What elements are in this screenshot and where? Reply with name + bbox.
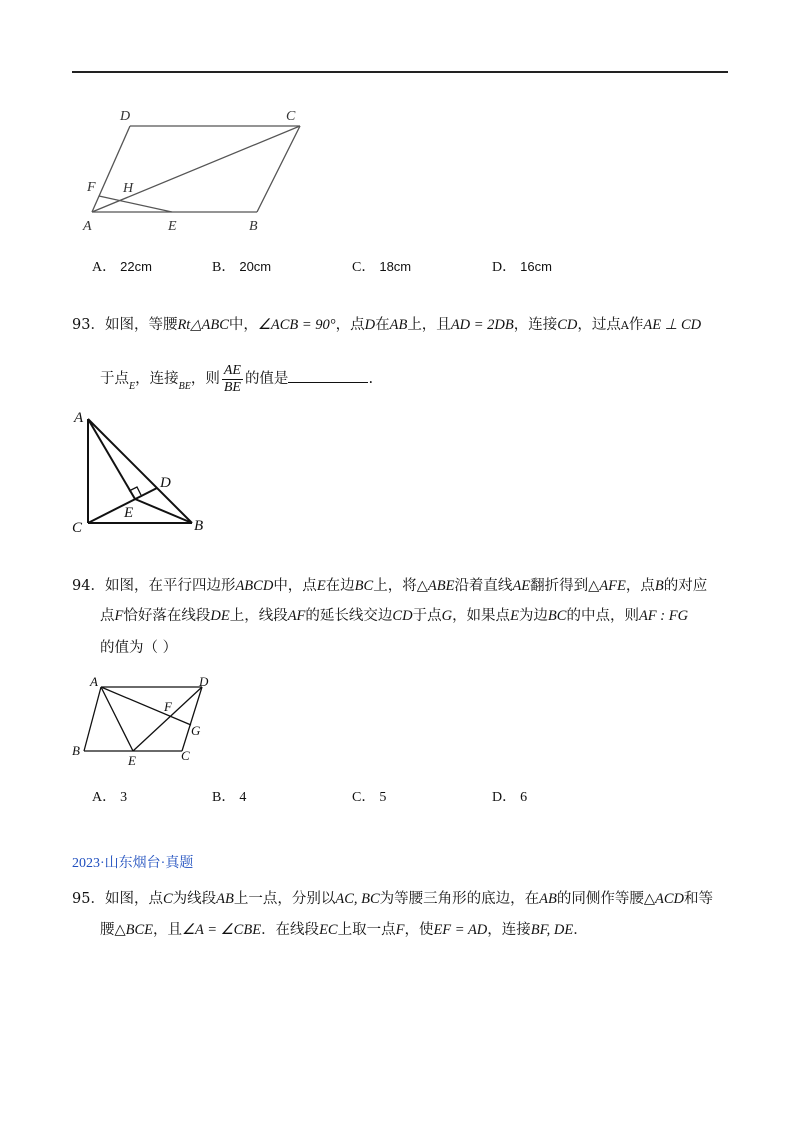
option-a [92, 256, 152, 276]
option-value: 6 [520, 790, 528, 805]
segment-ba [84, 687, 101, 751]
label-f: F [164, 699, 172, 714]
label-a: A [83, 219, 92, 234]
q94-seg-bc: BC [354, 578, 374, 594]
q93-number: 93． [72, 317, 105, 333]
label-c: C [286, 109, 296, 124]
q95-equation: EF = AD [433, 922, 488, 938]
q95-text: 为线段 [172, 891, 217, 907]
option-c-label: C． [352, 260, 376, 275]
segment-ag [101, 687, 191, 725]
q95-text: 上取一点 [337, 922, 396, 938]
option-d [492, 256, 552, 276]
q93-text: ，点 [335, 317, 365, 333]
q94-tri-afe: AFE [599, 578, 626, 594]
q95-text: 的同侧作等腰△ [556, 891, 656, 907]
q94-point-e: E [510, 608, 519, 624]
label-e: E [168, 219, 177, 234]
q93-text: 中， [228, 317, 258, 333]
segment-bc [257, 126, 300, 212]
q94-text: ，如果点 [452, 608, 511, 624]
option-b [212, 256, 271, 276]
q94-text: 的延长线交边 [305, 608, 393, 624]
header-rule [72, 71, 728, 73]
q95-text: 和等 [684, 891, 714, 907]
option-value: 5 [379, 790, 387, 805]
q93-text: 的值是 [244, 371, 289, 387]
segment-cd [88, 488, 157, 523]
q95-text: 上一点，分别以 [233, 891, 336, 907]
q93-seg-ab: AB [389, 317, 408, 333]
q94-text: 上，将△ [373, 578, 428, 594]
label-a: A [74, 410, 84, 426]
q93-text: 于点 [100, 371, 129, 387]
fraction-numerator: AE [223, 362, 241, 378]
q93-text: ，连接 [135, 371, 179, 387]
segment-ab [88, 419, 192, 523]
answer-blank[interactable] [288, 368, 368, 383]
q95-text: ． [573, 922, 588, 938]
q94-point-f: F [114, 608, 124, 624]
q95-seg-ab: AB [539, 891, 557, 907]
q94-point-b: B [654, 578, 664, 594]
label-b: B [72, 743, 80, 758]
q94-text: 上，线段 [229, 608, 288, 624]
q94-seg-bc: BC [547, 608, 567, 624]
segment-ac [92, 126, 300, 212]
option-a-value: 22cm [120, 259, 152, 274]
label-e: E [124, 505, 134, 521]
q93-fraction [222, 363, 243, 396]
q93-angle: ∠ACB = 90° [257, 317, 336, 333]
q95-line2 [100, 920, 588, 940]
q94-text: 恰好落在线段 [123, 608, 211, 624]
option-value: 4 [239, 790, 247, 805]
q95-seg-ec: EC [319, 922, 338, 938]
q95-text: 腰△ [100, 922, 126, 938]
q95-segs: BF, DE [530, 922, 574, 938]
option-label: C． [352, 790, 376, 805]
q93-text: ，过点 [577, 317, 621, 333]
q94-option-c [352, 786, 386, 806]
q94-line3: 的值为（ ） [100, 640, 178, 656]
q93-line1 [72, 315, 701, 336]
fraction-denominator: BE [223, 379, 241, 395]
label-d: D [199, 674, 209, 689]
label-b: B [194, 518, 204, 534]
q95-text: ，使 [404, 922, 434, 938]
q94-option-b [212, 786, 246, 806]
q95-point-f: F [395, 922, 405, 938]
q94-text: ，点 [625, 578, 655, 594]
q94-point-e: E [316, 578, 326, 594]
q93-seg-cd: CD [557, 317, 578, 333]
option-label: B． [212, 790, 236, 805]
label-d: D [120, 109, 131, 124]
segment-eb [135, 499, 192, 523]
q93-line2 [100, 362, 373, 404]
q93-equation: AD = 2DB [450, 317, 514, 333]
q95-angles: ∠A = ∠CBE [182, 922, 262, 938]
q94-option-a [92, 786, 127, 806]
q94-text: 94．如图，在平行四边形 [72, 578, 236, 594]
q95-text: ，且 [153, 922, 183, 938]
label-h: H [123, 181, 134, 196]
segment-ae [101, 687, 133, 751]
label-c: C [72, 520, 83, 535]
q94-text: 在边 [325, 578, 355, 594]
q94-parallelogram: ABCD [235, 578, 274, 594]
q93-text: ，连接 [513, 317, 558, 333]
option-label: A． [92, 790, 117, 805]
q94-seg-af: AF [287, 608, 306, 624]
q95-text: ．在线段 [261, 922, 320, 938]
label-g: G [191, 723, 201, 738]
label-f: F [87, 180, 96, 195]
q95-tri-acd: ACD [655, 891, 685, 907]
q93-point-a: A [620, 319, 629, 332]
section-heading: 2023·山东烟台·真题 [72, 856, 194, 871]
q93-point-d: D [364, 317, 376, 333]
q94-text: 的中点，则 [566, 608, 639, 624]
q94-seg-cd: CD [392, 608, 413, 624]
q94-option-d [492, 786, 527, 806]
q95-tri-bce: BCE [125, 922, 154, 938]
q94-seg-ae: AE [512, 578, 531, 594]
q94-seg-de: DE [210, 608, 230, 624]
q93-perpendicular: AE ⊥ CD [643, 317, 702, 333]
label-d: D [160, 475, 171, 491]
option-b-label: B． [212, 260, 236, 275]
label-b: B [249, 219, 258, 234]
q95-text: 95．如图，点 [72, 891, 163, 907]
q95-seg-acbc: AC, BC [335, 891, 380, 907]
q94-text: 沿着直线 [454, 578, 513, 594]
q93-text: 在 [375, 317, 390, 333]
option-c-value: 18cm [379, 259, 412, 274]
q94-text: 的对应 [663, 578, 708, 594]
label-e: E [128, 753, 136, 768]
option-b-value: 20cm [239, 259, 272, 274]
figure-parallelogram-92 [70, 100, 330, 240]
q95-text: ，连接 [487, 922, 531, 938]
q93-triangle: Rt△ABC [177, 317, 229, 333]
q94-point-g: G [441, 608, 453, 624]
label-a: A [90, 674, 98, 689]
q94-text: 翻折得到△ [530, 578, 600, 594]
option-d-value: 16cm [520, 259, 552, 274]
option-value: 3 [120, 790, 128, 805]
q94-ratio: AF : FG [638, 608, 689, 624]
q95-text: 为等腰三角形的底边，在 [379, 891, 540, 907]
option-d-label: D． [492, 260, 517, 275]
q94-line2 [100, 606, 688, 626]
q93-seg-be: BE [178, 381, 191, 392]
q94-text: 于点 [412, 608, 442, 624]
q94-text: 点 [100, 608, 115, 624]
option-c [352, 256, 411, 276]
q93-point-e: E [129, 381, 136, 392]
option-a-label: A． [92, 260, 117, 275]
q94-text: 中，点 [273, 578, 317, 594]
figure-triangle-93 [66, 405, 216, 535]
q93-text: 上，且 [407, 317, 451, 333]
q95-point-c: C [162, 891, 173, 907]
q93-text: . [368, 371, 374, 387]
q93-text: ，则 [190, 371, 220, 387]
q93-text: 作 [628, 317, 644, 333]
q93-text: 如图，等腰 [104, 317, 178, 333]
q95-seg-ab: AB [216, 891, 234, 907]
q95-line1 [72, 889, 713, 909]
q94-line1 [72, 576, 707, 596]
label-c: C [181, 748, 190, 763]
q94-tri-abe: ABE [427, 578, 455, 594]
q94-text: 为边 [518, 608, 548, 624]
figure-parallelogram-94 [66, 673, 226, 768]
option-label: D． [492, 790, 517, 805]
